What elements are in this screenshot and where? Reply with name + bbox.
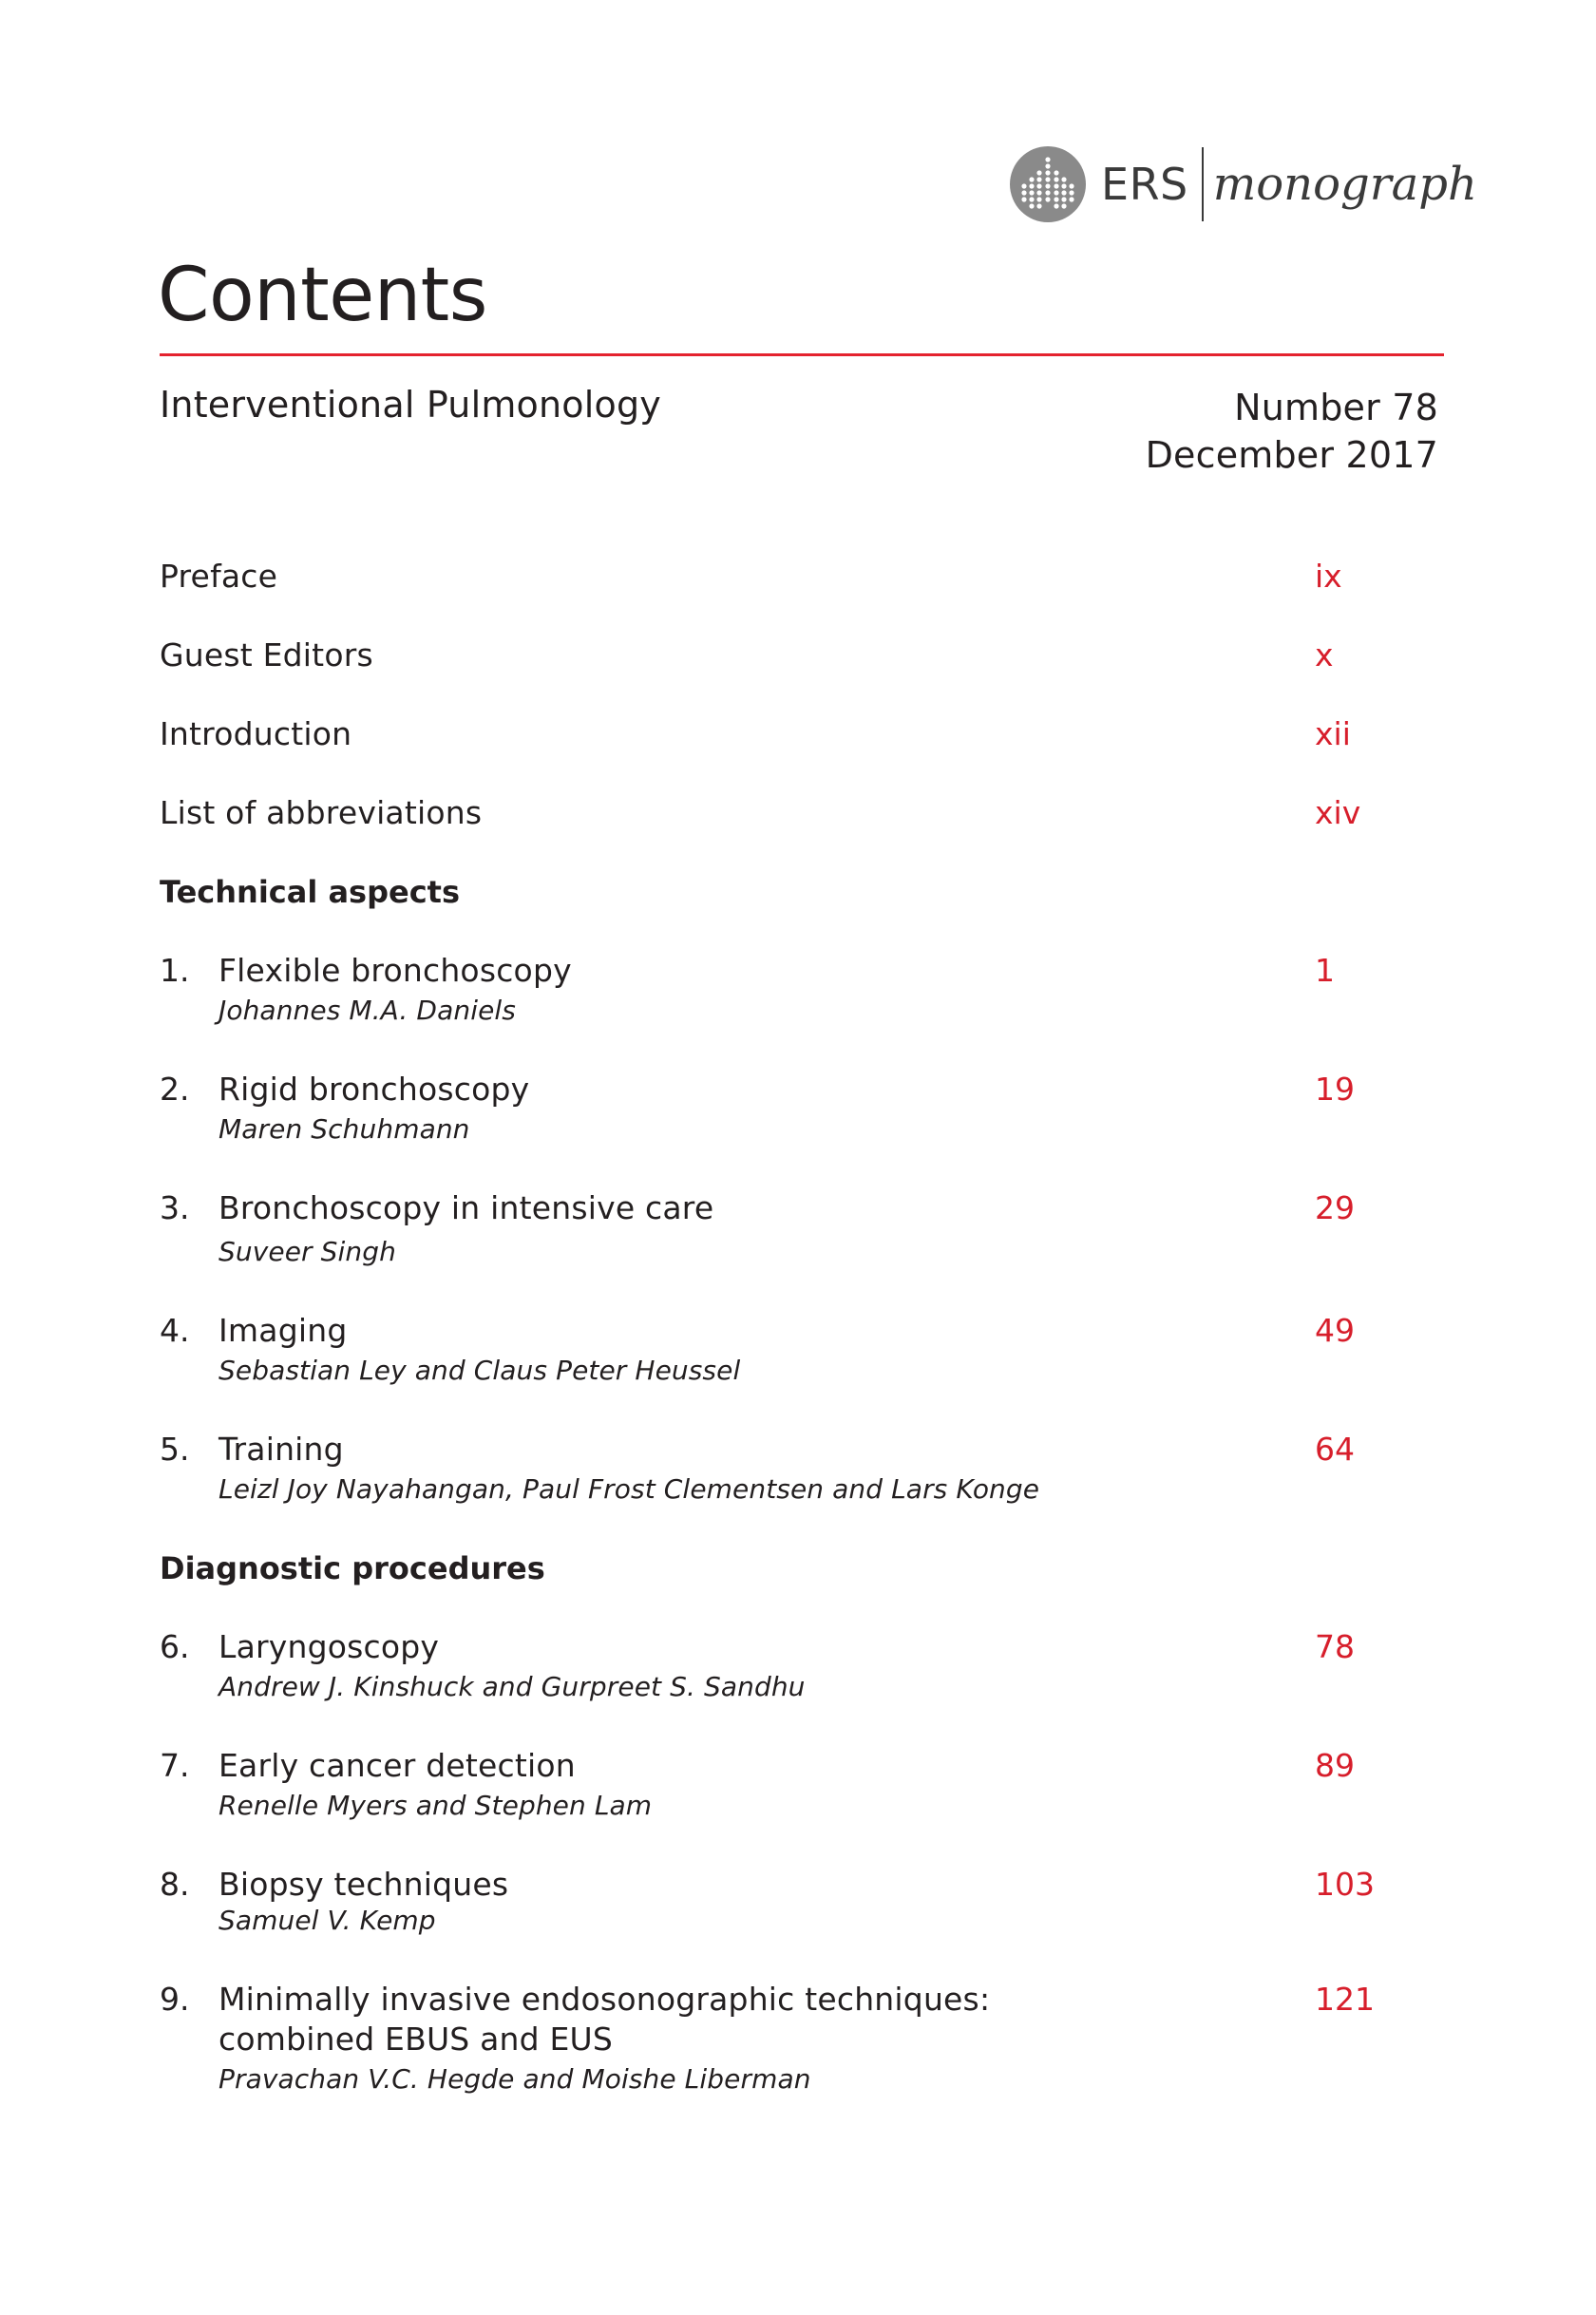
toc-page-number: xiv xyxy=(1315,794,1361,831)
section-heading-diagnostic-procedures: Diagnostic procedures xyxy=(160,1550,545,1586)
toc-page-number: x xyxy=(1315,636,1334,674)
toc-page-number: 1 xyxy=(1315,952,1335,989)
monograph-subject: Interventional Pulmonology xyxy=(160,384,661,426)
chapter-authors: Pravachan V.C. Hegde and Moishe Liberman xyxy=(218,2063,811,2095)
toc-entry-label: Preface xyxy=(160,558,278,595)
toc-entry-label: List of abbreviations xyxy=(160,794,483,831)
toc-page-number: 103 xyxy=(1315,1866,1375,1903)
chapter-title: Bronchoscopy in intensive care xyxy=(218,1189,714,1226)
logo-product-text: monograph xyxy=(1212,158,1477,211)
chapter-number: 4. xyxy=(160,1312,190,1349)
toc-chapter-4[interactable] xyxy=(160,1311,1366,1391)
issue-number: Number 78 xyxy=(1234,387,1438,428)
chapter-number: 2. xyxy=(160,1071,190,1108)
toc-entry-label: Introduction xyxy=(160,715,352,752)
logo-divider xyxy=(1202,147,1204,221)
chapter-title: Flexible bronchoscopy xyxy=(218,952,572,989)
toc-page-number: 29 xyxy=(1315,1189,1355,1226)
chapter-number: 3. xyxy=(160,1189,190,1226)
chapter-title: Rigid bronchoscopy xyxy=(218,1071,530,1108)
chapter-number: 1. xyxy=(160,952,190,989)
chapter-authors: Johannes M.A. Daniels xyxy=(218,995,516,1026)
chapter-title: Biopsy techniques xyxy=(218,1866,509,1903)
toc-chapter-3[interactable] xyxy=(160,1188,1366,1272)
chapter-authors: Maren Schuhmann xyxy=(218,1113,470,1145)
chapter-authors: Renelle Myers and Stephen Lam xyxy=(218,1790,653,1821)
toc-chapter-9[interactable] xyxy=(160,1980,1375,2099)
chapter-title: Laryngoscopy xyxy=(218,1628,440,1665)
toc-page-number: ix xyxy=(1315,558,1342,595)
chapter-title: Training xyxy=(218,1431,344,1468)
chapter-number: 7. xyxy=(160,1747,190,1784)
toc-entry-introduction[interactable] xyxy=(160,714,1366,754)
toc-chapter-6[interactable] xyxy=(160,1627,1366,1707)
toc-chapter-5[interactable] xyxy=(160,1430,1366,1509)
toc-entry-guest-editors[interactable] xyxy=(160,636,1366,675)
toc-chapter-7[interactable] xyxy=(160,1746,1366,1826)
chapter-authors: Leizl Joy Nayahangan, Paul Frost Clementsen and Lars Konge xyxy=(218,1473,1040,1505)
chapter-title-line-2: combined EBUS and EUS xyxy=(218,2021,614,2058)
chapter-authors: Sebastian Ley and Claus Peter Heussel xyxy=(218,1355,741,1386)
toc-entry-abbreviations[interactable] xyxy=(160,793,1366,833)
title-divider xyxy=(160,353,1444,356)
chapter-authors: Suveer Singh xyxy=(218,1236,396,1267)
issue-date: December 2017 xyxy=(1145,434,1438,476)
issue-info xyxy=(1146,384,1438,479)
chapter-authors: Samuel V. Kemp xyxy=(218,1905,436,1936)
toc-chapter-2[interactable] xyxy=(160,1070,1366,1149)
page-title: Contents xyxy=(158,253,487,338)
toc-page-number: 121 xyxy=(1315,1981,1375,2018)
chapter-title: Imaging xyxy=(218,1312,348,1349)
toc-chapter-1[interactable] xyxy=(160,951,1366,1031)
chapter-title: Early cancer detection xyxy=(218,1747,576,1784)
lungs-logo-icon xyxy=(1010,146,1086,222)
chapter-number: 8. xyxy=(160,1866,190,1903)
toc-page-number: xii xyxy=(1315,715,1351,752)
toc-page-number: 19 xyxy=(1315,1071,1355,1108)
section-heading-technical-aspects: Technical aspects xyxy=(160,874,461,910)
toc-chapter-8[interactable] xyxy=(160,1865,1375,1941)
toc-entry-label: Guest Editors xyxy=(160,636,373,674)
logo-brand-text: ERS xyxy=(1101,159,1188,210)
toc-entry-preface[interactable] xyxy=(160,557,1366,597)
toc-page-number: 78 xyxy=(1315,1628,1355,1665)
toc-page-number: 49 xyxy=(1315,1312,1355,1349)
ers-monograph-logo xyxy=(1010,144,1477,224)
chapter-number: 9. xyxy=(160,1981,190,2018)
chapter-number: 5. xyxy=(160,1431,190,1468)
toc-page-number: 64 xyxy=(1315,1431,1355,1468)
toc-page-number: 89 xyxy=(1315,1747,1355,1784)
chapter-authors: Andrew J. Kinshuck and Gurpreet S. Sandhu xyxy=(218,1671,806,1702)
chapter-number: 6. xyxy=(160,1628,190,1665)
chapter-title-line-1: Minimally invasive endosonographic techniques: xyxy=(218,1981,991,2018)
